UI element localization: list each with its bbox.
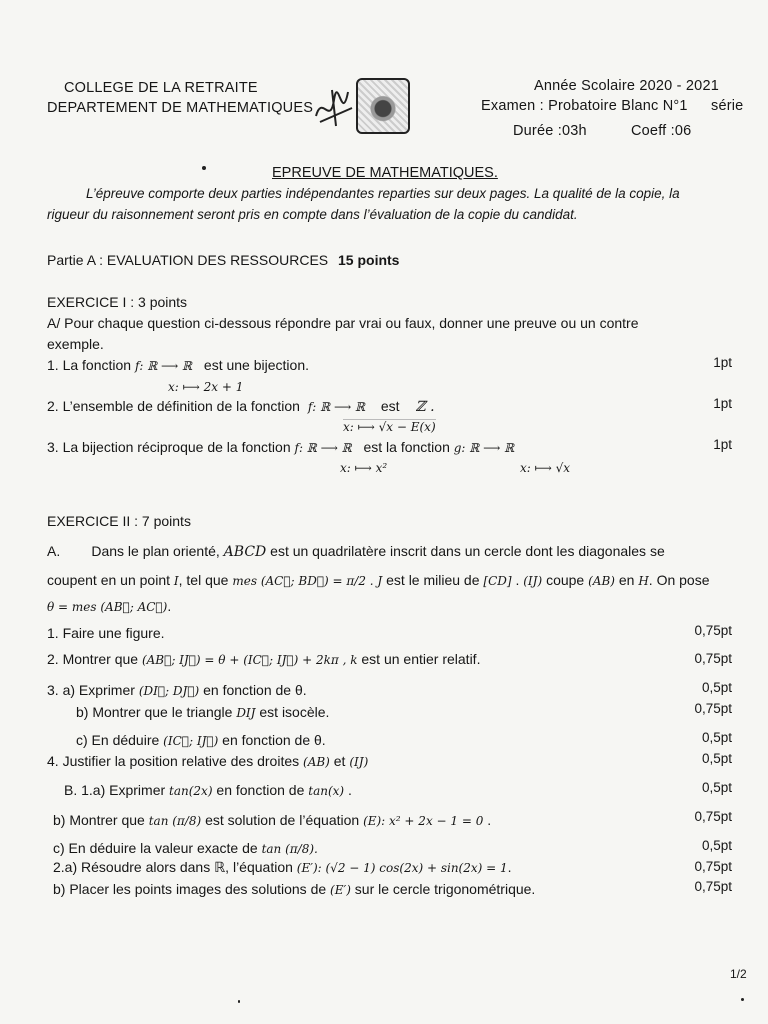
ex2-q3a-math: (DI⃗; DJ⃗) xyxy=(138,684,200,698)
signature-mark xyxy=(312,86,358,130)
ex1-q1-sub: x: ⟼ 2x + 1 xyxy=(168,380,244,394)
exam-coefficient: Coeff :06 xyxy=(631,123,692,139)
ex1-q3-sub: x: ⟼ x² xyxy=(340,461,388,475)
partie-a-points: 15 points xyxy=(338,252,400,268)
ex2-q2-text-b: est un entier relatif. xyxy=(361,651,481,667)
ex2-b2b-points: 0,75pt xyxy=(694,879,732,894)
ex2-a-line-1 xyxy=(47,543,665,560)
ex2-b1b-points: 0,75pt xyxy=(694,809,732,824)
ex2-q3b-text-a: b) Montrer que le triangle xyxy=(76,704,233,720)
ex2-a-line-3 xyxy=(47,598,171,614)
ex2-b2a-text-b: . xyxy=(507,859,512,875)
ex2-q3b xyxy=(76,704,329,720)
ex2-q3a-text-a: 3. a) Exprimer xyxy=(47,682,135,698)
school-year: Année Scolaire 2020 - 2021 xyxy=(534,78,719,94)
ex2-b1a-math-2: tan(x) xyxy=(308,784,345,798)
ex2-q4-text-a: 4. Justifier la position relative des droites xyxy=(47,753,300,769)
ex2-a-2-text-g: . On pose xyxy=(648,572,710,588)
ex2-q3a-text-b: en fonction de θ. xyxy=(203,682,307,698)
ex2-a-2-text-e: coupe xyxy=(546,572,585,588)
intro-line-2: rigueur du raisonnement seront pris en compte dans l’évaluation de la copie du candidat. xyxy=(47,207,578,222)
ex1-q1-text-b: est une bijection. xyxy=(203,357,309,373)
ex1-q2-points: 1pt xyxy=(713,396,732,411)
ex2-b2a xyxy=(53,859,512,876)
ex2-a-2-text-d: . xyxy=(515,572,520,588)
exam-serie: série xyxy=(711,98,744,114)
ex1-q2-text-a: 2. L’ensemble de définition de la fonction xyxy=(47,398,300,414)
ex2-b1a-points: 0,5pt xyxy=(701,780,732,795)
ex2-b1b-text-b: est solution de l’équation xyxy=(205,812,360,828)
ex2-b1a xyxy=(64,782,352,798)
ex2-a-line-2 xyxy=(47,572,710,588)
ex2-b1b-text-a: b) Montrer que xyxy=(53,812,145,828)
ex2-q3c-math: (IC⃗; IJ⃗) xyxy=(163,734,219,748)
ex2-q2-math: (AB⃗; IJ⃗) = θ + (IC⃗; IJ⃗) + 2kπ , k xyxy=(141,653,358,667)
ex2-a-2-math-i: I xyxy=(173,574,179,588)
ex2-b2a-points: 0,75pt xyxy=(694,859,732,874)
ex2-b2b xyxy=(53,881,535,897)
school-logo xyxy=(356,78,410,134)
speck-mark-2 xyxy=(741,998,744,1001)
ex1-q1-points: 1pt xyxy=(713,355,732,370)
ex2-b1a-text-c: . xyxy=(348,782,352,798)
ex1-question-1 xyxy=(47,357,309,373)
ex1-q3-text-b: est la fonction xyxy=(363,439,450,455)
ex2-a-2-text-c: est le milieu de xyxy=(386,572,480,588)
ex2-q2 xyxy=(47,651,480,667)
ex1-q3-math: f: ℝ ⟶ ℝ xyxy=(294,441,352,455)
exercise-2-title: EXERCICE II : 7 points xyxy=(47,513,191,529)
exam-duration: Durée :03h xyxy=(513,123,587,139)
ex2-b1a-text-a: B. 1.a) Exprimer xyxy=(64,782,166,798)
ex1-question-3 xyxy=(47,439,514,455)
ex2-b2a-math: (E′): (√2 − 1) cos(2x) + sin(2x) = 1 xyxy=(296,861,508,875)
ex2-q3b-math: DIJ xyxy=(236,706,256,720)
ex1-q2-math: f: ℝ ⟶ ℝ xyxy=(307,400,365,414)
partie-a-heading xyxy=(47,252,399,268)
ex2-q4 xyxy=(47,753,368,769)
ex2-q2-points: 0,75pt xyxy=(694,651,732,666)
ex1-q2-set: ℤ . xyxy=(415,399,435,415)
ex2-q1-points: 0,75pt xyxy=(694,623,732,638)
ex2-q4-math-2: (IJ) xyxy=(349,755,369,769)
ex2-q3c xyxy=(76,732,326,748)
ex1-q3-points: 1pt xyxy=(713,437,732,452)
ex2-a-2-text-a: coupent en un point xyxy=(47,572,170,588)
ex2-q4-points: 0,5pt xyxy=(701,751,732,766)
page-number: 1/2 xyxy=(730,967,747,981)
ex2-q2-text-a: 2. Montrer que xyxy=(47,651,139,667)
school-name: COLLEGE DE LA RETRAITE xyxy=(64,80,258,96)
ex2-b2b-text-b: sur le cercle trigonométrique. xyxy=(354,881,536,897)
ex2-a-1-text-a: A. Dans le plan orienté, xyxy=(47,543,220,559)
ex2-q4-math: (AB) xyxy=(303,755,330,769)
ex2-b1b-text-c: . xyxy=(487,812,492,828)
ex2-a-2-math-angle: mes (AC⃗; BD⃗) = π/2 . J xyxy=(232,574,383,588)
ex2-q3b-text-b: est isocèle. xyxy=(259,704,330,720)
ex2-b1c-points: 0,5pt xyxy=(701,838,732,853)
ex2-a-2-text-f: en xyxy=(618,572,635,588)
ex1-q1-text-a: 1. La fonction xyxy=(47,357,132,373)
exercise-1-title: EXERCICE I : 3 points xyxy=(47,294,188,310)
ex2-b1a-math: tan(2x) xyxy=(169,784,213,798)
ex2-q3c-text-a: c) En déduire xyxy=(76,732,160,748)
ex2-b1b xyxy=(53,812,491,828)
ex2-b2a-text-a: 2.a) Résoudre alors dans ℝ, l’équation xyxy=(53,859,293,875)
ex2-q1: 1. Faire une figure. xyxy=(47,625,165,641)
ex1-q3-text-a: 3. La bijection réciproque de la fonction xyxy=(47,439,291,455)
ex2-b1b-math: tan (π/8) xyxy=(148,814,202,828)
page-title: EPREUVE DE MATHEMATIQUES. xyxy=(272,165,498,181)
department-name: DEPARTEMENT DE MATHEMATIQUES xyxy=(47,100,314,116)
ex2-b1b-math-2: (E): x² + 2x − 1 = 0 xyxy=(363,814,484,828)
ex2-b2b-math: (E′) xyxy=(330,883,351,897)
ex1-q2-sub: x: ⟼ √x − E(x) xyxy=(343,420,436,434)
ex2-b1a-text-b: en fonction de xyxy=(216,782,305,798)
ex1-q3-sub-2: x: ⟼ √x xyxy=(520,461,571,475)
ex2-a-2-math-ij: (IJ) xyxy=(523,574,543,588)
ex2-a-2-math-cd: [CD] xyxy=(483,574,512,588)
exercise-1-instruction-1: A/ Pour chaque question ci-dessous répondre par vrai ou faux, donner une preuve ou un contre xyxy=(47,315,639,331)
ex2-q3a-points: 0,5pt xyxy=(701,680,732,695)
ex2-q3c-points: 0,5pt xyxy=(701,730,732,745)
ex1-q3-math-2: g: ℝ ⟶ ℝ xyxy=(453,441,515,455)
ex2-a-3-text: . xyxy=(167,598,172,614)
ex1-question-2 xyxy=(47,398,435,415)
ex2-b1c-math: tan (π/8). xyxy=(261,842,318,856)
partie-a-label: Partie A : EVALUATION DES RESSOURCES xyxy=(47,252,329,268)
speck-mark-3 xyxy=(238,1000,240,1003)
ex2-a-3-math: θ = mes (AB⃗; AC⃗) xyxy=(47,600,168,614)
ex2-q3a xyxy=(47,682,307,698)
ex2-b2b-text-a: b) Placer les points images des solutions de xyxy=(53,881,327,897)
ex2-q3b-points: 0,75pt xyxy=(694,701,732,716)
ex2-b1c-text-a: c) En déduire la valeur exacte de xyxy=(53,840,258,856)
exam-name: Examen : Probatoire Blanc N°1 xyxy=(481,98,688,114)
ex2-q3c-text-b: en fonction de θ. xyxy=(222,732,326,748)
ex1-q2-text-b: est xyxy=(380,398,400,414)
ex2-a-1-math: ABCD xyxy=(223,544,267,560)
ex2-a-2-math-ab: (AB) xyxy=(588,574,615,588)
ex1-q1-math: f: ℝ ⟶ ℝ xyxy=(134,359,193,373)
ex2-b1c xyxy=(53,840,318,856)
ex2-a-2-text-b: , tel que xyxy=(178,572,229,588)
ex2-a-2-math-h: H xyxy=(638,574,649,588)
speck-mark xyxy=(202,166,206,170)
ex2-q4-text-b: et xyxy=(333,753,346,769)
exercise-1-instruction-2: exemple. xyxy=(47,336,104,352)
ex2-a-1-text-b: est un quadrilatère inscrit dans un cercle dont les diagonales se xyxy=(270,543,665,559)
intro-line-1: L’épreuve comporte deux parties indépendantes reparties sur deux pages. La qualité de la copie, la xyxy=(86,186,680,201)
